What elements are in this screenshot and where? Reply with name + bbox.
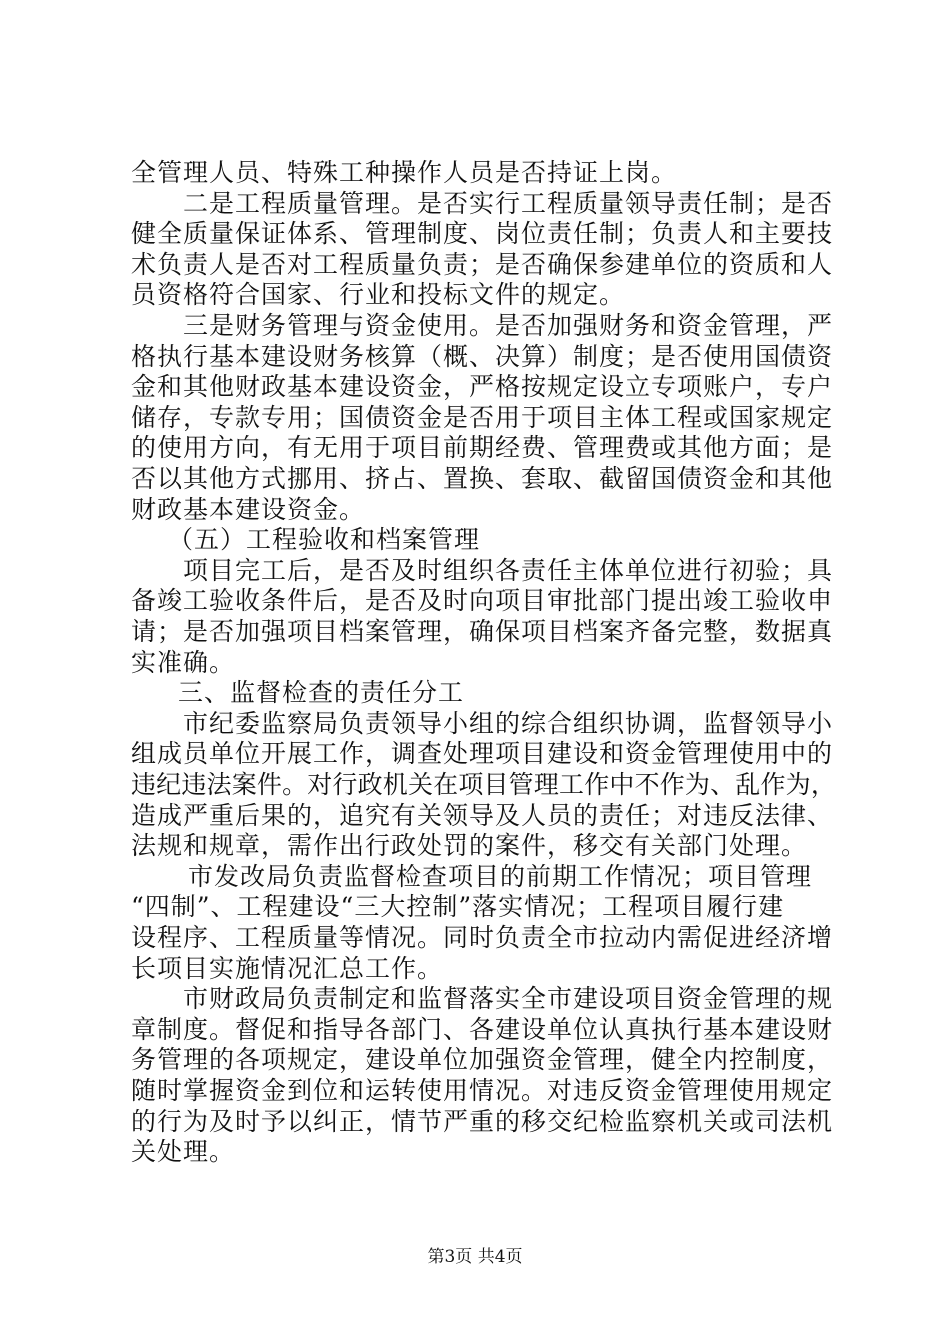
text-line-8: 金和其他财政基本建设资金，严格按规定设立专项账户，专户 — [131, 372, 834, 402]
text-line-30: 务管理的各项规定，建设单位加强资金管理，健全内控制度， — [131, 1045, 834, 1075]
text-line-22: 造成严重后果的，追究有关领导及人员的责任；对违反法律、 — [131, 800, 834, 830]
text-line-3: 健全质量保证体系、管理制度、岗位责任制；负责人和主要技 — [131, 219, 834, 249]
text-line-17: 实准确。 — [131, 647, 236, 677]
text-line-5: 员资格符合国家、行业和投标文件的规定。 — [131, 280, 626, 310]
text-line-4: 术负责人是否对工程质量负责；是否确保参建单位的资质和人 — [131, 249, 834, 279]
section-heading-3: 三、监督检查的责任分工 — [178, 678, 465, 708]
text-line-9: 储存，专款专用；国债资金是否用于项目主体工程或国家规定 — [131, 402, 834, 432]
text-line-6: 三是财务管理与资金使用。是否加强财务和资金管理，严 — [183, 311, 834, 340]
text-line-26: 设程序、工程质量等情况。同时负责全市拉动内需促进经济增 — [131, 923, 834, 952]
text-line-20: 组成员单位开展工作，调查处理项目建设和资金管理使用中的 — [131, 739, 834, 769]
text-line-11: 否以其他方式挪用、挤占、置换、套取、截留国债资金和其他 — [131, 464, 834, 493]
text-line-10: 的使用方向，有无用于项目前期经费、管理费或其他方面；是 — [131, 433, 834, 463]
section-heading-5: （五）工程验收和档案管理 — [168, 525, 481, 555]
text-line-32: 的行为及时予以纠正，情节严重的移交纪检监察机关或司法机 — [131, 1106, 834, 1136]
text-line-2: 二是工程质量管理。是否实行工程质量领导责任制；是否 — [183, 188, 834, 218]
text-line-25: “四制”、工程建设“三大控制”落实情况；工程项目履行建 — [131, 892, 785, 922]
text-line-21: 违纪违法案件。对行政机关在项目管理工作中不作为、乱作为， — [131, 770, 837, 799]
page-number-footer: 第3页 共4页 — [427, 1247, 523, 1267]
text-line-15: 备竣工验收条件后，是否及时向项目审批部门提出竣工验收申 — [131, 586, 834, 616]
text-line-12: 财政基本建设资金。 — [131, 494, 366, 524]
text-line-28: 市财政局负责制定和监督落实全市建设项目资金管理的规 — [183, 984, 834, 1014]
text-line-19: 市纪委监察局负责领导小组的综合组织协调，监督领导小 — [183, 708, 834, 738]
text-line-16: 请；是否加强项目档案管理，确保项目档案齐备完整，数据真 — [131, 617, 834, 646]
text-line-24: 市发改局负责监督检查项目的前期工作情况；项目管理 — [188, 861, 813, 891]
text-line-27: 长项目实施情况汇总工作。 — [131, 953, 444, 983]
text-line-31: 随时掌握资金到位和运转使用情况。对违反资金管理使用规定 — [131, 1076, 834, 1105]
text-line-29: 章制度。督促和指导各部门、各建设单位认真执行基本建设财 — [131, 1014, 834, 1044]
text-line-14: 项目完工后，是否及时组织各责任主体单位进行初验；具 — [183, 555, 834, 585]
text-line-23: 法规和规章，需作出行政处罚的案件，移交有关部门处理。 — [131, 831, 808, 861]
text-line-1: 全管理人员、特殊工种操作人员是否持证上岗。 — [131, 158, 678, 187]
text-line-33: 关处理。 — [131, 1137, 236, 1167]
text-line-7: 格执行基本建设财务核算（概、决算）制度；是否使用国债资 — [131, 341, 834, 371]
